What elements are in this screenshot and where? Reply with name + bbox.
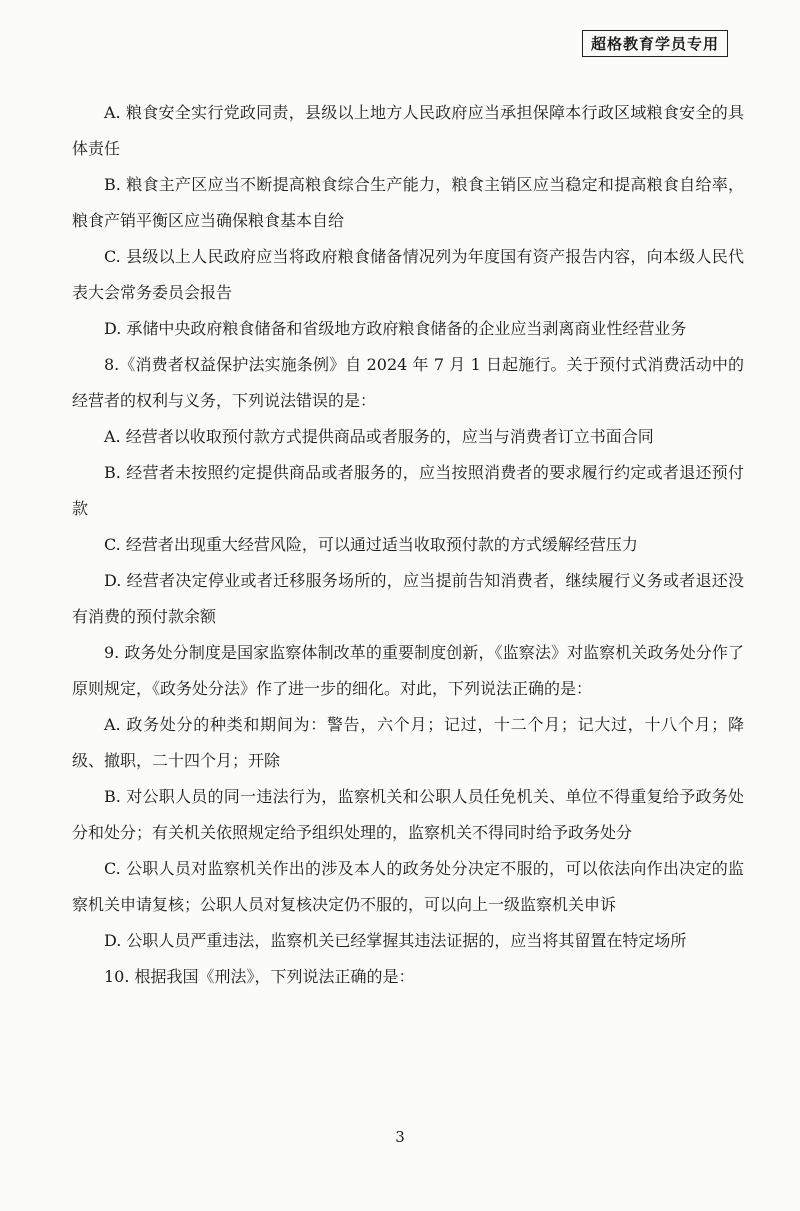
question-10: 10. 根据我国《刑法》，下列说法正确的是： (104, 967, 415, 986)
option-d-q8: D. 经营者决定停业或者迁移服务场所的，应当提前告知消费者，继续履行义务或者退还没有消费的预付款余额 (72, 571, 744, 626)
option-b-q7: B. 粮食主产区应当不断提高粮食综合生产能力，粮食主销区应当稳定和提高粮食自给率，粮食产销平衡区应当确保粮食基本自给 (72, 175, 744, 230)
option-b-q9: B. 对公职人员的同一违法行为，监察机关和公职人员任免机关、单位不得重复给予政务处分和处分；有关机关依照规定给予组织处理的，监察机关不得同时给予政务处分 (72, 787, 744, 842)
option-a-q7: A. 粮食安全实行党政同责，县级以上地方人民政府应当承担保障本行政区域粮食安全的具体责任 (72, 103, 744, 158)
option-c-q9: C. 公职人员对监察机关作出的涉及本人的政务处分决定不服的，可以依法向作出决定的监察机关申请复核；公职人员对复核决定仍不服的，可以向上一级监察机关申诉 (72, 859, 744, 914)
option-a-q8: A. 经营者以收取预付款方式提供商品或者服务的，应当与消费者订立书面合同 (104, 427, 654, 446)
question-8: 8.《消费者权益保护法实施条例》自 2024 年 7 月 1 日起施行。关于预付式消费活动中的经营者的权利与义务，下列说法错误的是： (72, 355, 744, 410)
watermark-stamp: 超格教育学员专用 (582, 30, 728, 57)
question-text (72, 95, 744, 995)
option-a-q9: A. 政务处分的种类和期间为：警告，六个月；记过，十二个月；记大过，十八个月；降级、撤职，二十四个月；开除 (72, 715, 744, 770)
option-b-q8: B. 经营者未按照约定提供商品或者服务的，应当按照消费者的要求履行约定或者退还预付款 (72, 463, 744, 518)
option-d-q9: D. 公职人员严重违法，监察机关已经掌握其违法证据的，应当将其留置在特定场所 (104, 931, 687, 950)
page-number: 3 (395, 1128, 405, 1146)
option-c-q7: C. 县级以上人民政府应当将政府粮食储备情况列为年度国有资产报告内容，向本级人民代表大会常务委员会报告 (72, 247, 744, 302)
option-c-q8: C. 经营者出现重大经营风险，可以通过适当收取预付款的方式缓解经营压力 (104, 535, 638, 554)
question-9: 9. 政务处分制度是国家监察体制改革的重要制度创新，《监察法》对监察机关政务处分作了原则规定，《政务处分法》作了进一步的细化。对此，下列说法正确的是： (72, 643, 744, 698)
option-d-q7: D. 承储中央政府粮食储备和省级地方政府粮食储备的企业应当剥离商业性经营业务 (104, 319, 687, 338)
